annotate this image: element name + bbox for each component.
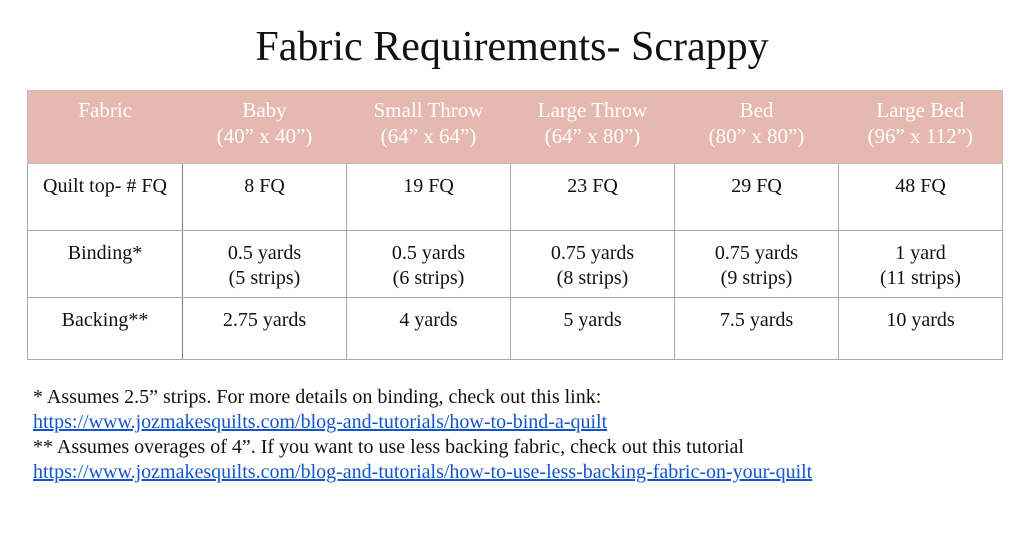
table-row-backing (28, 298, 1003, 360)
header-label: Fabric (78, 98, 133, 122)
table-cell (675, 164, 839, 231)
cell-value: 8 FQ (244, 175, 285, 197)
header-label: Large Throw (537, 98, 648, 122)
binding-tutorial-link[interactable]: https://www.jozmakesquilts.com/blog-and-tutorials/how-to-bind-a-quilt (33, 411, 608, 433)
cell-subvalue: (6 strips) (392, 267, 465, 289)
cell-subvalue: (5 strips) (228, 267, 301, 289)
header-label: Small Throw (373, 98, 484, 122)
table-cell (511, 231, 675, 298)
header-cell-large-throw (511, 91, 675, 164)
header-label: Large Bed (876, 98, 965, 122)
cell-value: 0.5 yards (391, 242, 466, 264)
cell-value: 7.5 yards (719, 309, 794, 331)
header-cell-large-bed (839, 91, 1003, 164)
table-header-row (28, 91, 1003, 164)
header-size: (80” x 80”) (708, 124, 805, 148)
table-row-binding (28, 231, 1003, 298)
row-label-quilt-top: Quilt top- # FQ (28, 164, 183, 231)
table-cell (839, 231, 1003, 298)
cell-value: 0.5 yards (227, 242, 302, 264)
table-cell (347, 231, 511, 298)
row-label-binding: Binding* (28, 231, 183, 298)
table-row-quilt-top (28, 164, 1003, 231)
cell-value: 10 yards (886, 309, 955, 331)
table-cell (839, 164, 1003, 231)
backing-footnote: ** Assumes overages of 4”. If you want to use less backing fabric, check out this tutorial (33, 436, 744, 458)
binding-footnote: * Assumes 2.5” strips. For more details on binding, check out this link: (33, 386, 602, 408)
header-cell-small-throw (347, 91, 511, 164)
row-label-backing: Backing** (28, 298, 183, 360)
header-cell-baby (183, 91, 347, 164)
cell-value: 19 FQ (403, 175, 454, 197)
table-cell (675, 231, 839, 298)
cell-value: 0.75 yards (714, 242, 799, 264)
table-cell (839, 298, 1003, 360)
table-cell (511, 298, 675, 360)
cell-value: 29 FQ (731, 175, 782, 197)
cell-value: 48 FQ (895, 175, 946, 197)
table-cell (675, 298, 839, 360)
header-size: (40” x 40”) (216, 124, 313, 148)
page-title: Fabric Requirements- Scrappy (255, 24, 769, 70)
cell-subvalue: (8 strips) (556, 267, 629, 289)
header-label: Baby (242, 98, 287, 122)
cell-value: 23 FQ (567, 175, 618, 197)
header-cell-bed (675, 91, 839, 164)
cell-value: 5 yards (563, 309, 622, 331)
header-label: Bed (739, 98, 774, 122)
header-cell-fabric (28, 91, 183, 164)
fabric-requirements-table (27, 90, 1003, 360)
backing-tutorial-link[interactable]: https://www.jozmakesquilts.com/blog-and-tutorials/how-to-use-less-backing-fabric-on-your-quilt (33, 461, 813, 483)
table-cell (183, 164, 347, 231)
table-cell (511, 164, 675, 231)
table-cell (347, 164, 511, 231)
footnotes (33, 385, 1013, 485)
cell-subvalue: (9 strips) (720, 267, 793, 289)
table-cell (347, 298, 511, 360)
cell-value: 1 yard (895, 242, 946, 264)
header-size: (96” x 112”) (867, 124, 973, 148)
cell-subvalue: (11 strips) (880, 267, 961, 289)
table-cell (183, 298, 347, 360)
cell-value: 0.75 yards (550, 242, 635, 264)
table-cell (183, 231, 347, 298)
cell-value: 2.75 yards (222, 309, 307, 331)
header-size: (64” x 64”) (380, 124, 477, 148)
header-size: (64” x 80”) (544, 124, 641, 148)
cell-value: 4 yards (399, 309, 458, 331)
